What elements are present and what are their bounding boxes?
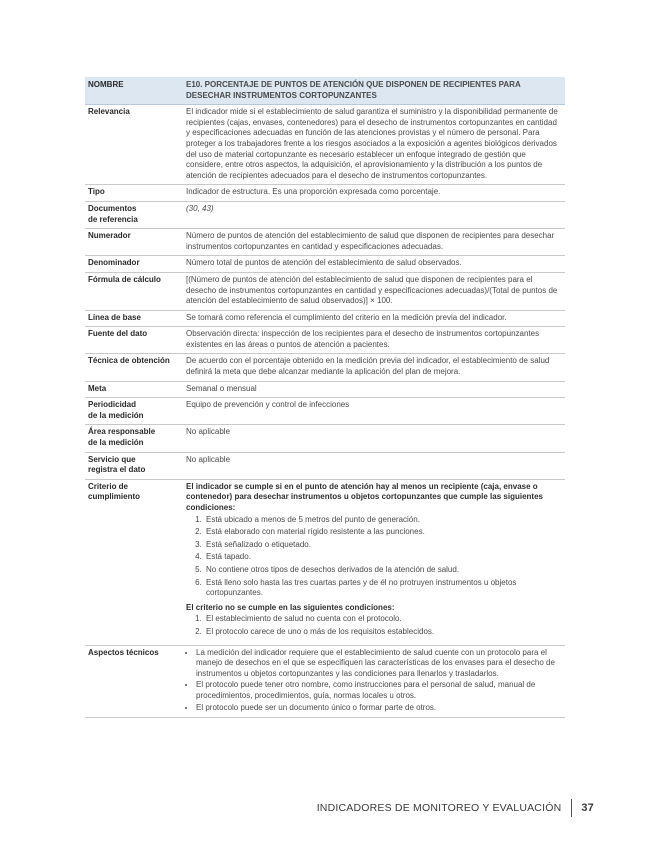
list-item: 1. El establecimiento de salud no cuenta con el protocolo.: [204, 614, 562, 625]
criterion-intro: El indicador se cumple si en el punto de atención hay al menos un recipiente (caja, envase o contenedor) para desechar instrumentos u objetos cortopunzantes que cumple las siguientes condiciones:: [186, 481, 543, 512]
conditions-list: [186, 515, 562, 599]
row-value-meta: Semanal o mensual: [183, 381, 565, 398]
label-line-1: Documentos: [88, 203, 137, 213]
table-row: [85, 272, 565, 310]
table-row: [85, 327, 565, 354]
row-label-denominador: Denominador: [85, 256, 183, 273]
footer-divider: [571, 799, 572, 817]
row-label-servicio: [85, 452, 183, 479]
row-value-tipo: Indicador de estructura. Es una proporción expresada como porcentaje.: [183, 185, 565, 202]
footer-title: INDICADORES DE MONITOREO Y EVALUACIÓN: [316, 802, 562, 814]
table-row: [85, 425, 565, 452]
label-line-1: Servicio que: [88, 454, 136, 464]
table-row: [85, 185, 565, 202]
list-item: 4. Está tapado.: [204, 552, 562, 563]
row-label-tecnica: Técnica de obtención: [85, 354, 183, 381]
table-row: [85, 479, 565, 645]
table-row: [85, 105, 565, 185]
row-label-periodicidad: [85, 398, 183, 425]
table-row: [85, 201, 565, 228]
row-label-documentos: [85, 201, 183, 228]
row-value-tecnica: De acuerdo con el porcentaje obtenido en la medición previa del indicador, el establecimiento de salud definirá la meta que debe alcanzar mediante la aplicación del plan de mejora.: [183, 354, 565, 381]
row-label-numerador: Numerador: [85, 229, 183, 256]
row-value-numerador: Número de puntos de atención del establecimiento de salud que disponen de recipientes para desechar instrumentos cortopunzantes en cantidad y especificaciones adecuadas.: [183, 229, 565, 256]
label-line-2: cumplimiento: [88, 492, 141, 502]
row-value-relevancia: El indicador mide si el establecimiento de salud garantiza el suministro y la disponibilidad permanente de recipientes (cajas, envases, contenedores) para el desecho de instrumentos cortopunzantes en cantidad y especificaciones adecuadas en función de las atenciones provistas y el número de personal. Para proteger a los trabajadores frente a los riesgos asociados a la exposición a agentes biológicos derivados del uso de material cortopunzante es necesario establecer un enfoque integrado de gestión que considere, entre otros aspectos, la adquisición, el aprovisionamiento y la distribución a los puntos de atención de recipientes adecuados para el desecho de instrumentos cortopunzantes.: [183, 105, 565, 185]
fail-conditions-list: [186, 614, 562, 637]
label-line-1: Área responsable: [88, 427, 156, 437]
row-label-formula: Fórmula de cálculo: [85, 272, 183, 310]
reference-citation: (30, 43): [186, 203, 214, 213]
row-value-formula: [(Número de puntos de atención del establecimiento de salud que disponen de recipientes para el desecho de instrumentos cortopunzantes en cantidad y especificaciones adecuadas)/(Total de puntos de atención del establecimiento de salud observados)] × 100.: [183, 272, 565, 310]
list-item: 6. Está lleno solo hasta las tres cuartas partes y de él no protruyen instrumentos u objetos cortopunzantes.: [204, 578, 562, 599]
list-item: • La medición del indicador requiere que el establecimiento de salud cuente con un protocolo para el manejo de desechos en el que se especifiquen las características de los envases para el desecho de instrumentos u objetos cortopunzantes y las condiciones para llenarlos y trasladarlos.: [196, 648, 562, 680]
label-line-2: de la medición: [88, 410, 144, 420]
row-value-fuente: Observación directa: inspección de los recipientes para el desecho de instrumentos cortopunzantes existentes en las áreas o puntos de atención a pacientes.: [183, 327, 565, 354]
list-item: 2. Está elaborado con material rígido resistente a las punciones.: [204, 527, 562, 538]
indicator-table: [85, 77, 565, 718]
header-label: NOMBRE: [85, 77, 183, 105]
table-header-row: [85, 77, 565, 105]
row-value-aspectos: [183, 645, 565, 718]
row-value-linea-base: Se tomará como referencia el cumplimiento del criterio en la medición previa del indicador.: [183, 310, 565, 327]
list-item: 3. Está señalizado o etiquetado.: [204, 540, 562, 551]
table-row: [85, 229, 565, 256]
table-row: [85, 310, 565, 327]
row-label-area: [85, 425, 183, 452]
page-footer: [317, 800, 594, 816]
list-item: 5. No contiene otros tipos de desechos derivados de la atención de salud.: [204, 565, 562, 576]
table-row: [85, 645, 565, 718]
fail-intro: El criterio no se cumple en las siguientes condiciones:: [186, 602, 395, 612]
list-item: • El protocolo puede tener otro nombre, como instrucciones para el personal de salud, manual de procedimientos, procedimientos, guía, normas locales u otros.: [196, 680, 562, 701]
label-line-1: Periodicidad: [88, 400, 137, 410]
technical-aspects-list: [186, 648, 562, 714]
label-line-2: registra el dato: [88, 465, 146, 475]
row-label-meta: Meta: [85, 381, 183, 398]
row-value-documentos: [183, 201, 565, 228]
table-row: [85, 381, 565, 398]
list-item: 1. Está ubicado a menos de 5 metros del punto de generación.: [204, 515, 562, 526]
label-line-1: Criterio de: [88, 481, 129, 491]
page-number: 37: [581, 802, 594, 814]
row-value-denominador: Número total de puntos de atención del establecimiento de salud observados.: [183, 256, 565, 273]
table-row: [85, 452, 565, 479]
table-row: [85, 256, 565, 273]
table-row: [85, 398, 565, 425]
indicator-title: E10. PORCENTAJE DE PUNTOS DE ATENCIÓN QUE DISPONEN DE RECIPIENTES PARA DESECHAR INSTRUMENTOS CORTOPUNZANTES: [183, 77, 565, 105]
row-label-aspectos: Aspectos técnicos: [85, 645, 183, 718]
row-label-criterio: [85, 479, 183, 645]
row-label-tipo: Tipo: [85, 185, 183, 202]
row-value-criterio: [183, 479, 565, 645]
label-line-2: de la medición: [88, 438, 144, 448]
row-value-area: No aplicable: [183, 425, 565, 452]
row-label-relevancia: Relevancia: [85, 105, 183, 185]
row-value-servicio: No aplicable: [183, 452, 565, 479]
row-label-fuente: Fuente del dato: [85, 327, 183, 354]
label-line-2: de referencia: [88, 214, 138, 224]
table-row: [85, 354, 565, 381]
row-label-linea-base: Línea de base: [85, 310, 183, 327]
row-value-periodicidad: Equipo de prevención y control de infecciones: [183, 398, 565, 425]
list-item: 2. El protocolo carece de uno o más de los requisitos establecidos.: [204, 627, 562, 638]
list-item: • El protocolo puede ser un documento único o formar parte de otros.: [196, 703, 562, 714]
